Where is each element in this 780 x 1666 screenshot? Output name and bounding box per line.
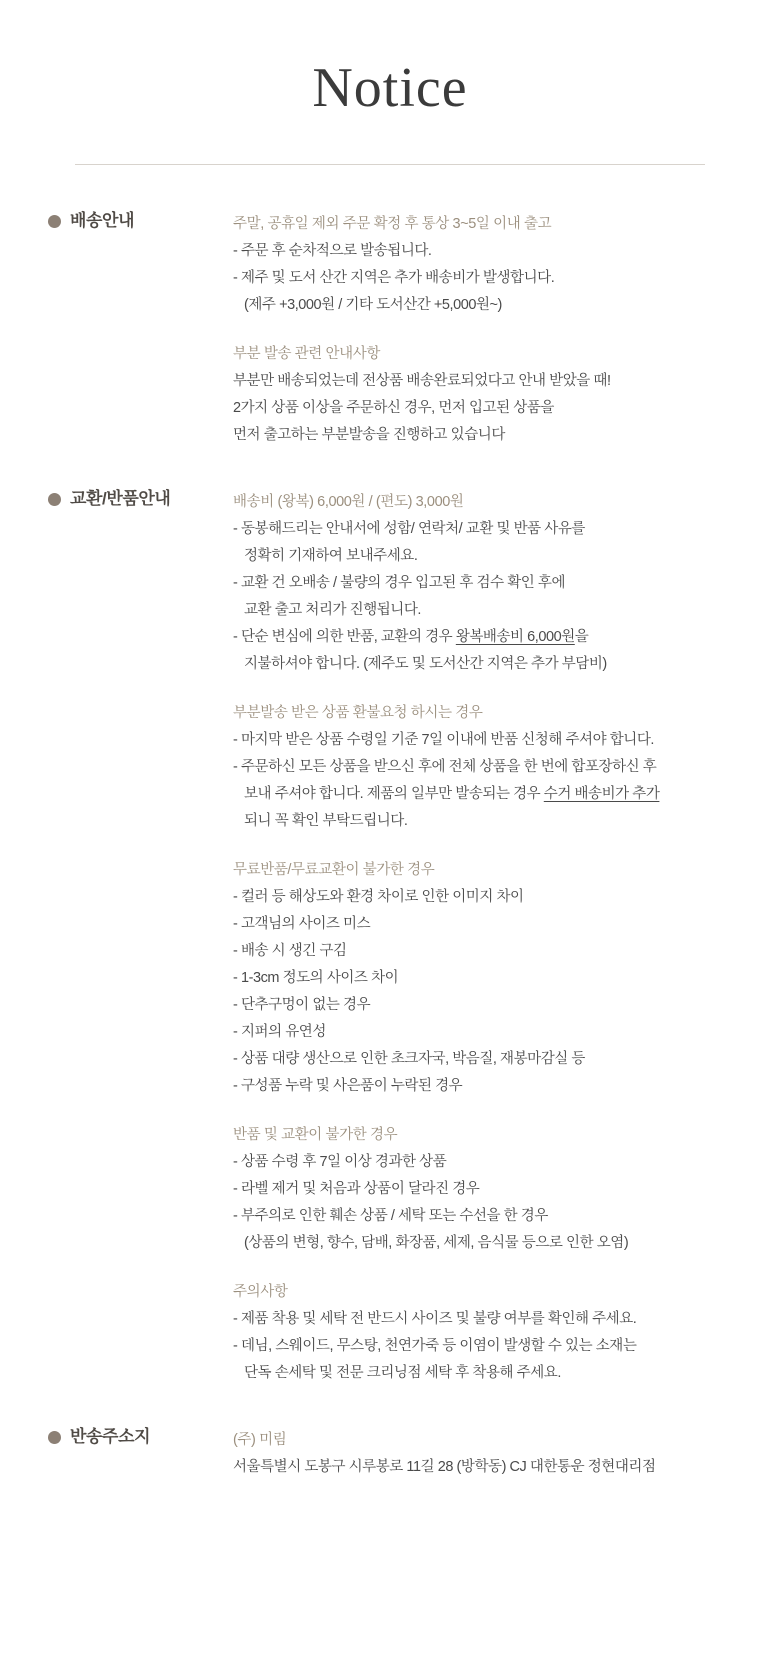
address-line: 서울특별시 도봉구 시루봉로 11길 28 (방학동) CJ 대한통운 정현대리점: [233, 1459, 656, 1475]
info-block: [233, 341, 732, 449]
info-line: - 동봉해드리는 안내서에 성함/ 연락처/ 교환 및 반품 사유를: [233, 521, 585, 537]
info-line: - 배송 시 생긴 구김: [233, 943, 347, 959]
info-line: - 주문 후 순차적으로 발송됩니다.: [233, 243, 432, 259]
section-exchange-return: [48, 487, 732, 1387]
section-title: 반송주소지: [70, 1427, 151, 1446]
block-heading: 부분 발송 관련 안내사항: [233, 346, 380, 362]
info-line: - 지퍼의 유연성: [233, 1024, 326, 1040]
section-body-shipping: [233, 209, 732, 449]
info-line: - 라벨 제거 및 처음과 상품이 달라진 경우: [233, 1181, 480, 1197]
info-line: - 구성품 누락 및 사은품이 누락된 경우: [233, 1078, 463, 1094]
info-line: 먼저 출고하는 부분발송을 진행하고 있습니다: [233, 427, 505, 443]
info-line: 정확히 기재하여 보내주세요.: [244, 548, 418, 564]
block-heading: 반품 및 교환이 불가한 경우: [233, 1127, 398, 1143]
section-header-shipping: [48, 209, 233, 232]
block-heading: 무료반품/무료교환이 불가한 경우: [233, 862, 435, 878]
info-line: - 부주의로 인한 훼손 상품 / 세탁 또는 수선을 한 경우: [233, 1208, 548, 1224]
info-line: - 제품 착용 및 세탁 전 반드시 사이즈 및 불량 여부를 확인해 주세요.: [233, 1311, 637, 1327]
info-line: - 데님, 스웨이드, 무스탕, 천연가죽 등 이염이 발생할 수 있는 소재는: [233, 1338, 637, 1354]
info-line: - 주문하신 모든 상품을 받으신 후에 전체 상품을 한 번에 합포장하신 후: [233, 759, 657, 775]
info-block: [233, 1427, 732, 1481]
info-line: - 교환 건 오배송 / 불량의 경우 입고된 후 검수 확인 후에: [233, 575, 566, 591]
info-line: (상품의 변형, 향수, 담배, 화장품, 세제, 음식물 등으로 인한 오염): [244, 1235, 629, 1251]
block-heading: 부분발송 받은 상품 환불요청 하시는 경우: [233, 705, 483, 721]
info-line: 지불하셔야 합니다. (제주도 및 도서산간 지역은 추가 부담비): [244, 656, 607, 672]
info-line: - 단추구멍이 없는 경우: [233, 997, 371, 1013]
section-return-address: [48, 1425, 732, 1481]
info-line: 단독 손세탁 및 전문 크리닝점 세탁 후 착용해 주세요.: [244, 1365, 561, 1381]
info-block: [233, 1122, 732, 1257]
section-title: 배송안내: [70, 211, 135, 230]
info-line: 보내 주셔야 합니다. 제품의 일부만 발송되는 경우 수거 배송비가 추가: [244, 786, 660, 802]
info-block: [233, 857, 732, 1100]
info-block: [233, 1279, 732, 1387]
section-shipping: [48, 209, 732, 449]
info-block: [233, 489, 732, 678]
block-heading: 주의사항: [233, 1284, 288, 1300]
block-heading: 주말, 공휴일 제외 주문 확정 후 통상 3~5일 이내 출고: [233, 216, 552, 232]
block-heading: 배송비 (왕복) 6,000원 / (편도) 3,000원: [233, 494, 464, 510]
bullet-dot-icon: [48, 1431, 61, 1444]
emphasis-underline: 수거 배송비가 추가: [543, 786, 660, 802]
info-line: 2가지 상품 이상을 주문하신 경우, 먼저 입고된 상품을: [233, 400, 554, 416]
section-title: 교환/반품안내: [70, 489, 171, 508]
info-line: - 상품 대량 생산으로 인한 초크자국, 박음질, 재봉마감실 등: [233, 1051, 585, 1067]
info-line: - 컬러 등 해상도와 환경 차이로 인한 이미지 차이: [233, 889, 524, 905]
info-line: 되니 꼭 확인 부탁드립니다.: [244, 813, 408, 829]
bullet-dot-icon: [48, 215, 61, 228]
info-line: - 고객님의 사이즈 미스: [233, 916, 371, 932]
info-line: - 상품 수령 후 7일 이상 경과한 상품: [233, 1154, 447, 1170]
info-line: - 단순 변심에 의한 반품, 교환의 경우 왕복배송비 6,000원을: [233, 629, 589, 645]
section-body-return-address: [233, 1425, 732, 1481]
section-header-return-address: [48, 1425, 233, 1448]
info-line: 부분만 배송되었는데 전상품 배송완료되었다고 안내 받았을 때!: [233, 373, 611, 389]
info-block: [233, 700, 732, 835]
info-line: - 제주 및 도서 산간 지역은 추가 배송비가 발생합니다.: [233, 270, 555, 286]
section-body-exchange-return: [233, 487, 732, 1387]
info-line: - 마지막 받은 상품 수령일 기준 7일 이내에 반품 신청해 주셔야 합니다.: [233, 732, 654, 748]
section-header-exchange-return: [48, 487, 233, 510]
page-title: Notice: [312, 57, 468, 119]
emphasis-underline: 왕복배송비 6,000원: [455, 629, 575, 645]
bullet-dot-icon: [48, 493, 61, 506]
info-line: (제주 +3,000원 / 기타 도서산간 +5,000원~): [244, 297, 502, 313]
info-line: 교환 출고 처리가 진행됩니다.: [244, 602, 421, 618]
company-name: (주) 미림: [233, 1432, 287, 1448]
sections-container: [48, 209, 732, 1481]
notice-content: [0, 165, 780, 1481]
info-block: [233, 211, 732, 319]
info-line: - 1-3cm 정도의 사이즈 차이: [233, 970, 399, 986]
